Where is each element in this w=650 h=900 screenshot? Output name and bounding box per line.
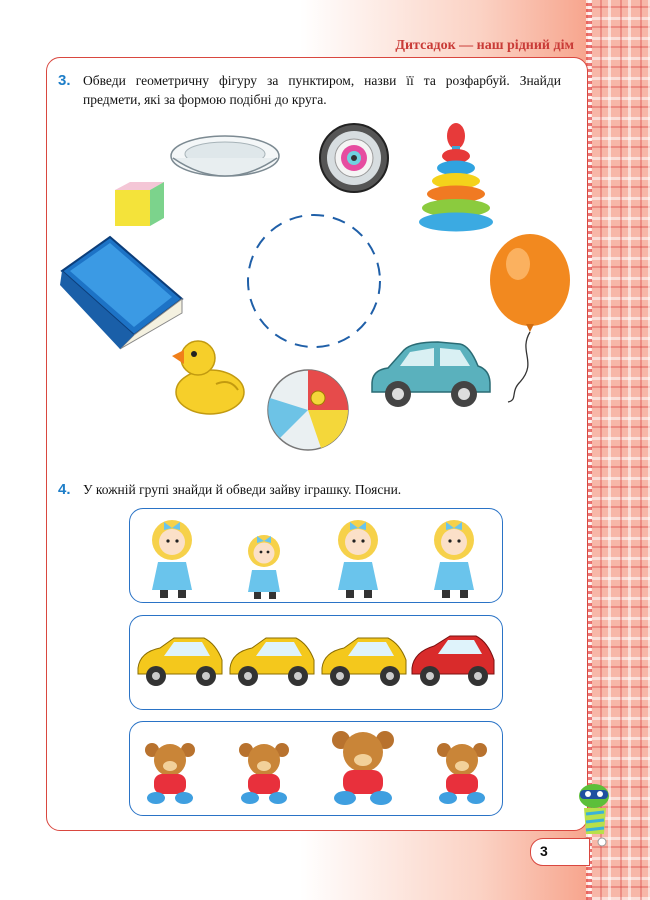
dashed-circle[interactable]: [244, 210, 384, 352]
car-yellow-2[interactable]: [226, 632, 316, 690]
plaid-border: [588, 0, 650, 900]
task-3-text: Обведи геометричну фігуру за пунктиром, назви її та розфарбуй. Знайди предмети, які за формою подібні до круга.: [83, 73, 561, 107]
car-yellow-3[interactable]: [318, 632, 408, 690]
cube-illustration[interactable]: [112, 180, 166, 228]
pyramid-toy-illustration[interactable]: [416, 120, 496, 232]
bear-4[interactable]: [434, 740, 490, 806]
task-3-number: 3.: [58, 72, 71, 89]
page-number-tab: [530, 838, 590, 866]
page-number: 3: [540, 843, 548, 859]
task-4-text: У кожній групі знайди й обведи зайву іграшку. Поясни.: [83, 482, 402, 497]
balloon-illustration[interactable]: [488, 232, 574, 402]
bear-2[interactable]: [236, 740, 292, 806]
bear-1[interactable]: [142, 740, 198, 806]
doll-2[interactable]: [242, 530, 288, 600]
car-yellow-1[interactable]: [134, 632, 224, 690]
ball-illustration[interactable]: [266, 368, 350, 452]
car-red[interactable]: [408, 632, 496, 690]
wheel-illustration[interactable]: [318, 121, 390, 195]
duck-illustration[interactable]: [168, 334, 248, 416]
book-illustration[interactable]: [60, 235, 185, 353]
page-header: Дитсадок — наш рідний дім: [395, 38, 574, 53]
bear-3-large[interactable]: [330, 728, 396, 806]
doll-3[interactable]: [332, 514, 388, 600]
plate-illustration[interactable]: [168, 130, 283, 190]
doll-4[interactable]: [428, 514, 484, 600]
doll-1[interactable]: [146, 514, 202, 600]
car-illustration[interactable]: [368, 336, 492, 414]
task-4-number: 4.: [58, 481, 71, 498]
